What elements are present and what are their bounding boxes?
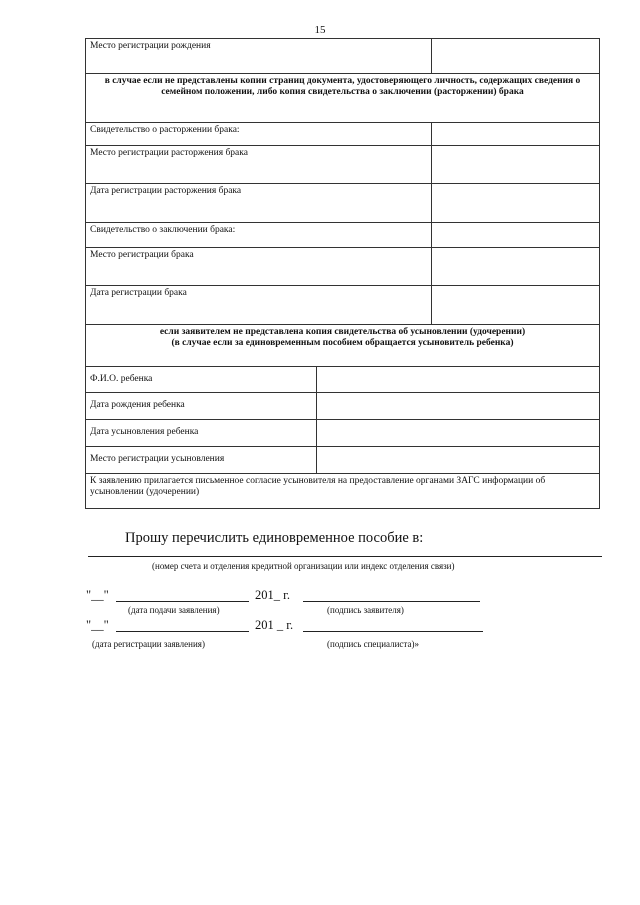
child-name-value[interactable] bbox=[317, 367, 600, 393]
birth-place-label: Место регистрации рождения bbox=[86, 39, 432, 74]
specialist-sign-caption: (подпись специалиста)» bbox=[327, 639, 419, 649]
table-row bbox=[86, 286, 600, 325]
application-form-table bbox=[85, 38, 600, 509]
registration-date-line[interactable] bbox=[116, 631, 249, 632]
filing-date-line[interactable] bbox=[116, 601, 249, 602]
registration-day-quote: "__" bbox=[86, 618, 109, 632]
table-row bbox=[86, 223, 600, 248]
consent-note: К заявлению прилагается письменное согласие усыновителя на предоставление органами ЗАГС информации об усыновлении (удочерении) bbox=[86, 474, 600, 509]
adoption-header-line1: если заявителем не представлена копия свидетельства об усыновлении (удочерении) bbox=[159, 327, 526, 337]
divorce-place-value[interactable] bbox=[432, 146, 600, 184]
marriage-section-header: в случае если не представлены копии страниц документа, удостоверяющего личность, содержащих сведения о семейном положении, либо копия свидетельства о заключении (расторжении) брака bbox=[86, 74, 600, 123]
marriage-place-label: Место регистрации брака bbox=[86, 248, 432, 286]
applicant-sign-line[interactable] bbox=[303, 601, 480, 602]
table-row bbox=[86, 248, 600, 286]
table-row bbox=[86, 74, 600, 123]
adoption-section-header bbox=[86, 325, 600, 367]
divorce-date-label: Дата регистрации расторжения брака bbox=[86, 184, 432, 223]
divorce-date-value[interactable] bbox=[432, 184, 600, 223]
filing-date-caption: (дата подачи заявления) bbox=[128, 605, 220, 615]
adoption-place-value[interactable] bbox=[317, 447, 600, 474]
child-birth-date-value[interactable] bbox=[317, 393, 600, 420]
table-row bbox=[86, 123, 600, 146]
marriage-place-value[interactable] bbox=[432, 248, 600, 286]
child-name-label: Ф.И.О. ребенка bbox=[86, 367, 317, 393]
table-row bbox=[86, 146, 600, 184]
filing-day-quote: "__" bbox=[86, 588, 109, 602]
table-row bbox=[86, 184, 600, 223]
table-row bbox=[86, 325, 600, 367]
marriage-date-value[interactable] bbox=[432, 286, 600, 325]
adoption-date-label: Дата усыновления ребенка bbox=[86, 420, 317, 447]
divorce-place-label: Место регистрации расторжения брака bbox=[86, 146, 432, 184]
account-caption: (номер счета и отделения кредитной организации или индекс отделения связи) bbox=[152, 561, 455, 571]
registration-year: 201 _ г. bbox=[255, 618, 294, 632]
marriage-date-label: Дата регистрации брака bbox=[86, 286, 432, 325]
marriage-certificate-label: Свидетельство о заключении брака: bbox=[86, 223, 432, 248]
table-row bbox=[86, 393, 600, 420]
adoption-date-value[interactable] bbox=[317, 420, 600, 447]
adoption-place-label: Место регистрации усыновления bbox=[86, 447, 317, 474]
divorce-certificate-label: Свидетельство о расторжении брака: bbox=[86, 123, 432, 146]
registration-date-caption: (дата регистрации заявления) bbox=[92, 639, 205, 649]
table-row bbox=[86, 39, 600, 74]
table-row bbox=[86, 474, 600, 509]
table-row bbox=[86, 447, 600, 474]
page-number: 15 bbox=[314, 24, 326, 36]
birth-place-value[interactable] bbox=[432, 39, 600, 74]
adoption-header-line2: (в случае если за единовременным пособием обращается усыновитель ребенка) bbox=[171, 338, 514, 348]
filing-year: 201_ г. bbox=[255, 588, 290, 602]
account-number-line[interactable] bbox=[88, 556, 602, 557]
request-text: Прошу перечислить единовременное пособие в: bbox=[125, 530, 424, 546]
table-row bbox=[86, 367, 600, 393]
child-birth-date-label: Дата рождения ребенка bbox=[86, 393, 317, 420]
marriage-certificate-value[interactable] bbox=[432, 223, 600, 248]
table-row bbox=[86, 420, 600, 447]
applicant-sign-caption: (подпись заявителя) bbox=[327, 605, 404, 615]
specialist-sign-line[interactable] bbox=[303, 631, 483, 632]
divorce-certificate-value[interactable] bbox=[432, 123, 600, 146]
